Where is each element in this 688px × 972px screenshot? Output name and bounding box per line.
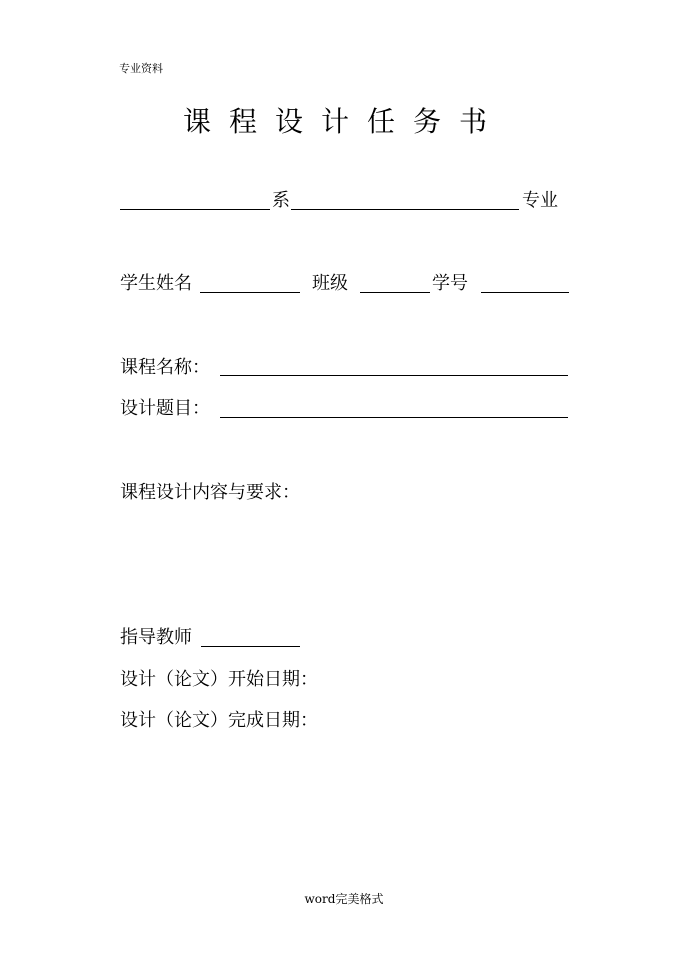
page-footer-label: word完美格式 (304, 892, 384, 906)
page-header-label: 专业资料 (119, 62, 163, 75)
student-id-label: 学号 (432, 273, 468, 294)
department-field-line[interactable] (120, 209, 270, 210)
student-name-field-line[interactable] (200, 292, 300, 293)
student-name-label: 学生姓名 (120, 273, 192, 294)
student-id-field-line[interactable] (481, 292, 569, 293)
design-topic-label: 设计题目： (120, 398, 210, 419)
requirements-label: 课程设计内容与要求： (120, 482, 300, 503)
department-suffix-label: 系 (272, 190, 290, 211)
start-date-label: 设计（论文）开始日期： (120, 669, 318, 690)
class-label: 班级 (312, 273, 348, 294)
advisor-label: 指导教师 (120, 627, 192, 648)
course-name-label: 课程名称： (120, 357, 210, 378)
design-topic-field-line[interactable] (220, 417, 568, 418)
course-name-field-line[interactable] (220, 375, 568, 376)
advisor-field-line[interactable] (201, 646, 300, 647)
end-date-label: 设计（论文）完成日期： (120, 710, 318, 731)
class-field-line[interactable] (360, 292, 430, 293)
document-title: 课程设计任务书 (182, 105, 505, 138)
major-suffix-label: 专业 (522, 190, 558, 211)
major-field-line[interactable] (291, 209, 519, 210)
